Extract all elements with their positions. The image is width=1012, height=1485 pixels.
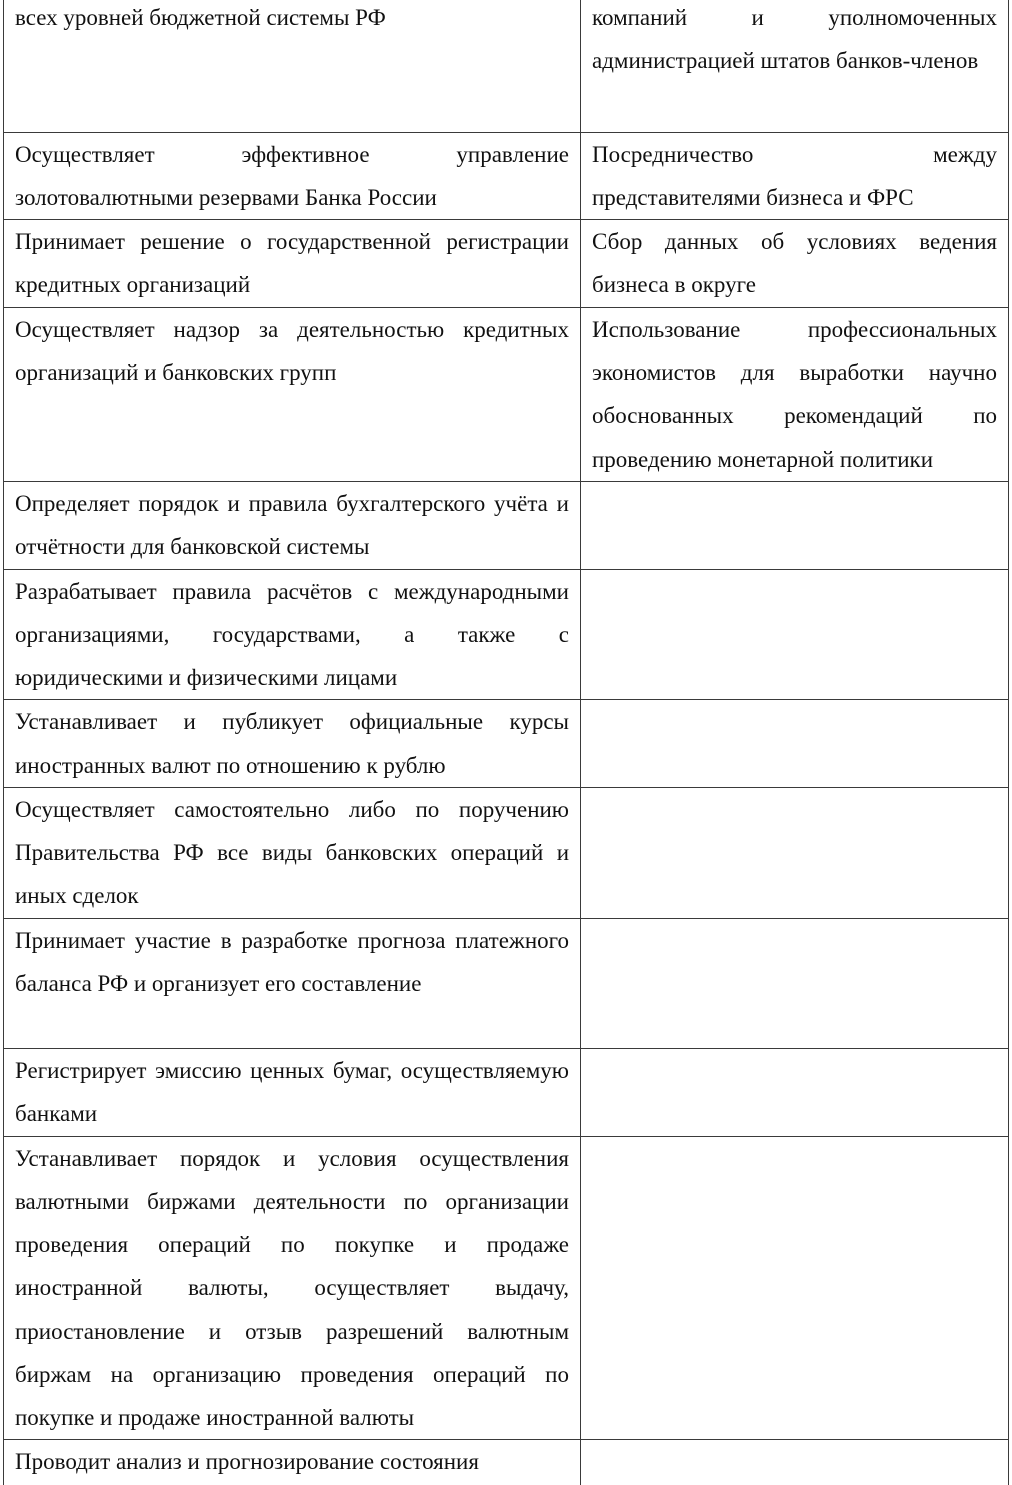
table-cell-left [4,569,581,700]
table-cell-left [4,1440,581,1485]
cell-text: Проводит анализ и прогнозирование состояния [15,1449,479,1475]
table-row [4,569,1009,700]
cell-text: Регистрирует эмиссию ценных бумаг, осуществляемую банками [15,1057,569,1126]
functions-comparison-table [3,0,1009,1485]
table-row [4,1048,1009,1136]
cell-text: Осуществляет эффективное управление золотовалютными резервами Банка России [15,141,569,210]
table-row [4,918,1009,1048]
cell-text: Использование профессиональных экономистов для выработки научно обоснованных рекомендаций по проведению монетарной политики [592,316,997,472]
table-cell-left [4,132,581,219]
table-cell-right [581,219,1009,307]
table-row [4,132,1009,219]
table-row [4,1136,1009,1439]
cell-text: Осуществляет самостоятельно либо по поручению Правительства РФ все виды банковских операций и иных сделок [15,796,569,909]
table-cell-left [4,787,581,918]
table-row [4,700,1009,787]
table-cell-right [581,787,1009,918]
table-row [4,0,1009,132]
table-row [4,481,1009,569]
cell-text: Осуществляет надзор за деятельностью кредитных организаций и банковских групп [15,316,569,386]
table-cell-left [4,307,581,481]
table-cell-right [581,569,1009,700]
table-cell-left [4,481,581,569]
cell-text: Определяет порядок и правила бухгалтерского учёта и отчётности для банковской системы [15,490,569,559]
cell-text: Посредничество между представителями бизнеса и ФРС [592,141,997,210]
table-cell-right [581,1136,1009,1439]
table-cell-right [581,700,1009,787]
table-cell-right [581,918,1009,1048]
table-cell-left [4,219,581,307]
table-cell-right [581,1048,1009,1136]
table-cell-right [581,481,1009,569]
table-cell-left [4,1136,581,1439]
table-cell-left [4,1048,581,1136]
table-row [4,1440,1009,1485]
cell-text: Принимает участие в разработке прогноза платежного баланса РФ и организует его составление [15,927,569,996]
cell-text: Устанавливает и публикует официальные курсы иностранных валют по отношению к рублю [15,709,569,778]
cell-text: Сбор данных об условиях ведения бизнеса в округе [592,228,997,298]
cell-text: Разрабатывает правила расчётов с международными организациями, государствами, а также с юридическими и физическими лицами [15,578,569,691]
table-row [4,787,1009,918]
cell-text: всех уровней бюджетной системы РФ [15,5,386,30]
table-cell-right [581,0,1009,132]
cell-text: компаний и уполномоченных администрацией штатов банков-членов [592,5,997,74]
cell-text: Принимает решение о государственной регистрации кредитных организаций [15,228,569,298]
table-cell-left [4,0,581,132]
table-row [4,307,1009,481]
table-cell-right [581,132,1009,219]
table-cell-left [4,918,581,1048]
table-cell-left [4,700,581,787]
table-cell-right [581,1440,1009,1485]
table-cell-right [581,307,1009,481]
cell-text: Устанавливает порядок и условия осуществления валютными биржами деятельности по организации проведения операций по покупке и продаже иностранной валюты, осуществляет выдачу, приостановление и отзыв разрешений валютным биржам на организацию проведения операций по покупке и продаже иностранной валюты [15,1145,569,1430]
table-row [4,219,1009,307]
